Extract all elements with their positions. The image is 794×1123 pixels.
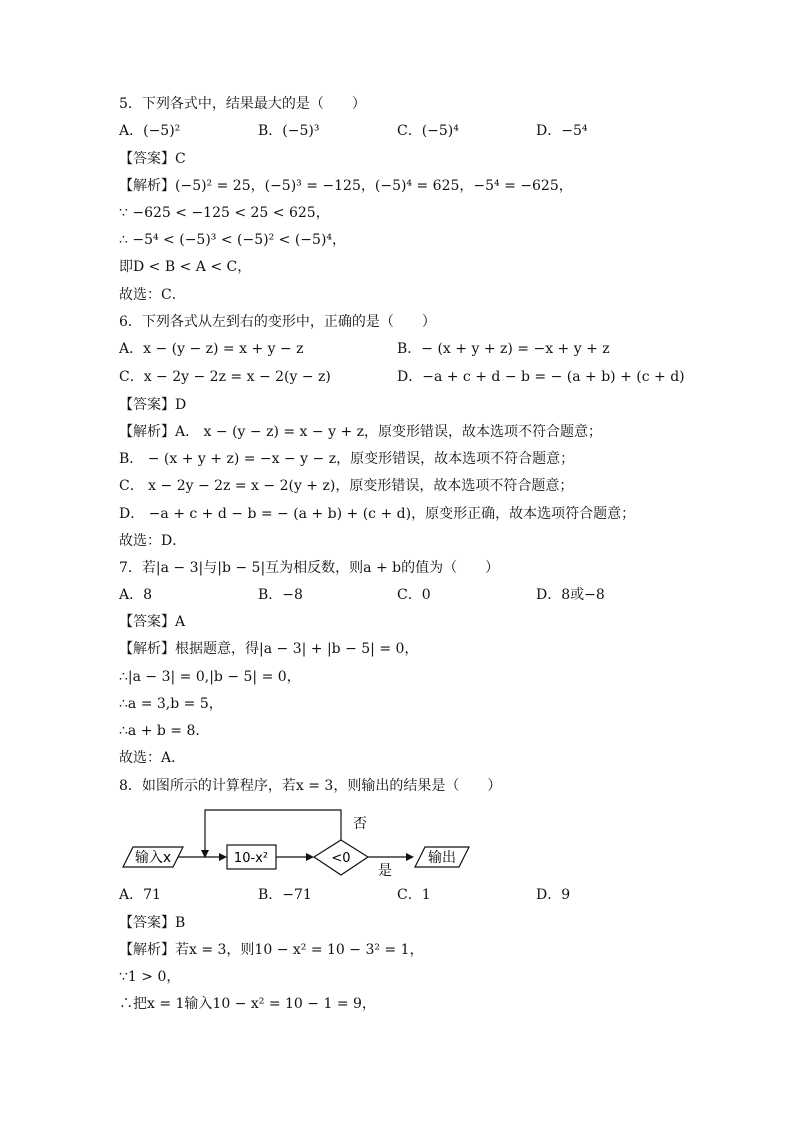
q5-analysis-line: 故选：C． (119, 287, 186, 303)
flowchart-decision-label: <0 (331, 851, 351, 866)
q6-answer: 【答案】D (119, 397, 187, 413)
q5-stem: 5．下列各式中，结果最大的是（ ） (119, 96, 366, 112)
q6-option-d: D．−a + c + d − b = − (a + b) + (c + d) (397, 369, 685, 385)
q6-stem: 6．下列各式从左到右的变形中，正确的是（ ） (119, 314, 436, 330)
flowchart-arrowhead (219, 853, 227, 861)
q5-option-c: C．(−5)⁴ (397, 123, 459, 139)
q6-option-a: A．x − (y − z) = x + y − z (119, 341, 304, 357)
q5-answer: 【答案】C (119, 151, 186, 167)
q6-analysis-line: B． − (x + y + z) = −x − y − z，原变形错误，故本选项不符合题意； (119, 451, 575, 467)
q8-option-b: B．−71 (258, 887, 312, 903)
q5-analysis-line: ∴ −5⁴ < (−5)³ < (−5)² < (−5)⁴， (119, 232, 347, 248)
q8-option-d: D．9 (536, 887, 571, 903)
q6-option-b: B．− (x + y + z) = −x + y + z (397, 341, 610, 357)
q7-answer: 【答案】A (119, 614, 186, 630)
q6-option-c: C．x − 2y − 2z = x − 2(y − z) (119, 369, 331, 385)
q8-analysis-line: ∵1 > 0， (119, 969, 181, 985)
q6-analysis-line: 【解析】A． x − (y − z) = x − y + z，原变形错误，故本选项不符合题意； (119, 424, 602, 440)
q8-option-a: A．71 (119, 887, 161, 903)
q7-analysis-line: 故选：A． (119, 750, 186, 766)
q6-analysis-line: D． −a + c + d − b = − (a + b) + (c + d)，原变形正确，故本选项符合题意； (119, 506, 636, 522)
q5-analysis-line: 即D < B < A < C， (119, 259, 252, 275)
q6-analysis-line: C． x − 2y − 2z = x − 2(y + z)，原变形错误，故本选项不符合题意； (119, 478, 574, 494)
q7-stem: 7．若|a − 3|与|b − 5|互为相反数，则a + b的值为（ ） (119, 560, 500, 576)
q5-analysis-line: ∵ −625 < −125 < 25 < 625， (119, 205, 330, 221)
q7-option-c: C．0 (397, 587, 431, 603)
flowchart-arrowhead (406, 853, 414, 861)
q6-analysis-line: 故选：D． (119, 533, 187, 549)
flowchart-arrowhead (306, 853, 314, 861)
flowchart-input-label: 输入x (134, 850, 172, 866)
flowchart-no-label: 否 (353, 816, 367, 832)
q7-analysis-line: ∴|a − 3| = 0,|b − 5| = 0， (119, 669, 301, 685)
q5-option-a: A．(−5)² (119, 123, 181, 139)
q8-option-c: C．1 (397, 887, 431, 903)
q8-analysis-line: ∴把x = 1输入10 − x² = 10 − 1 = 9， (119, 996, 376, 1012)
q8-answer: 【答案】B (119, 915, 186, 931)
q5-option-b: B．(−5)³ (258, 123, 320, 139)
q7-option-b: B．−8 (258, 587, 303, 603)
q7-option-a: A．8 (119, 587, 153, 603)
q7-option-d: D．8或−8 (536, 587, 605, 603)
q8-stem: 8．如图所示的计算程序，若x = 3，则输出的结果是（ ） (119, 778, 502, 794)
q7-analysis-line: 【解析】根据题意，得|a − 3| + |b − 5| = 0， (119, 641, 419, 657)
q8-analysis-line: 【解析】若x = 3，则10 − x² = 10 − 3² = 1， (119, 942, 424, 958)
q5-option-d: D．−5⁴ (536, 123, 588, 139)
flowchart-diagram (115, 800, 485, 880)
q7-analysis-line: ∴a + b = 8. (119, 723, 200, 739)
q7-analysis-line: ∴a = 3,b = 5， (119, 696, 223, 712)
flowchart-process-label: 10-x² (233, 851, 269, 866)
flowchart-output-label: 输出 (428, 850, 456, 866)
flowchart-yes-label: 是 (378, 863, 392, 879)
q5-analysis-line: 【解析】(−5)² = 25，(−5)³ = −125，(−5)⁴ = 625，−5⁴ = −625， (119, 178, 573, 194)
